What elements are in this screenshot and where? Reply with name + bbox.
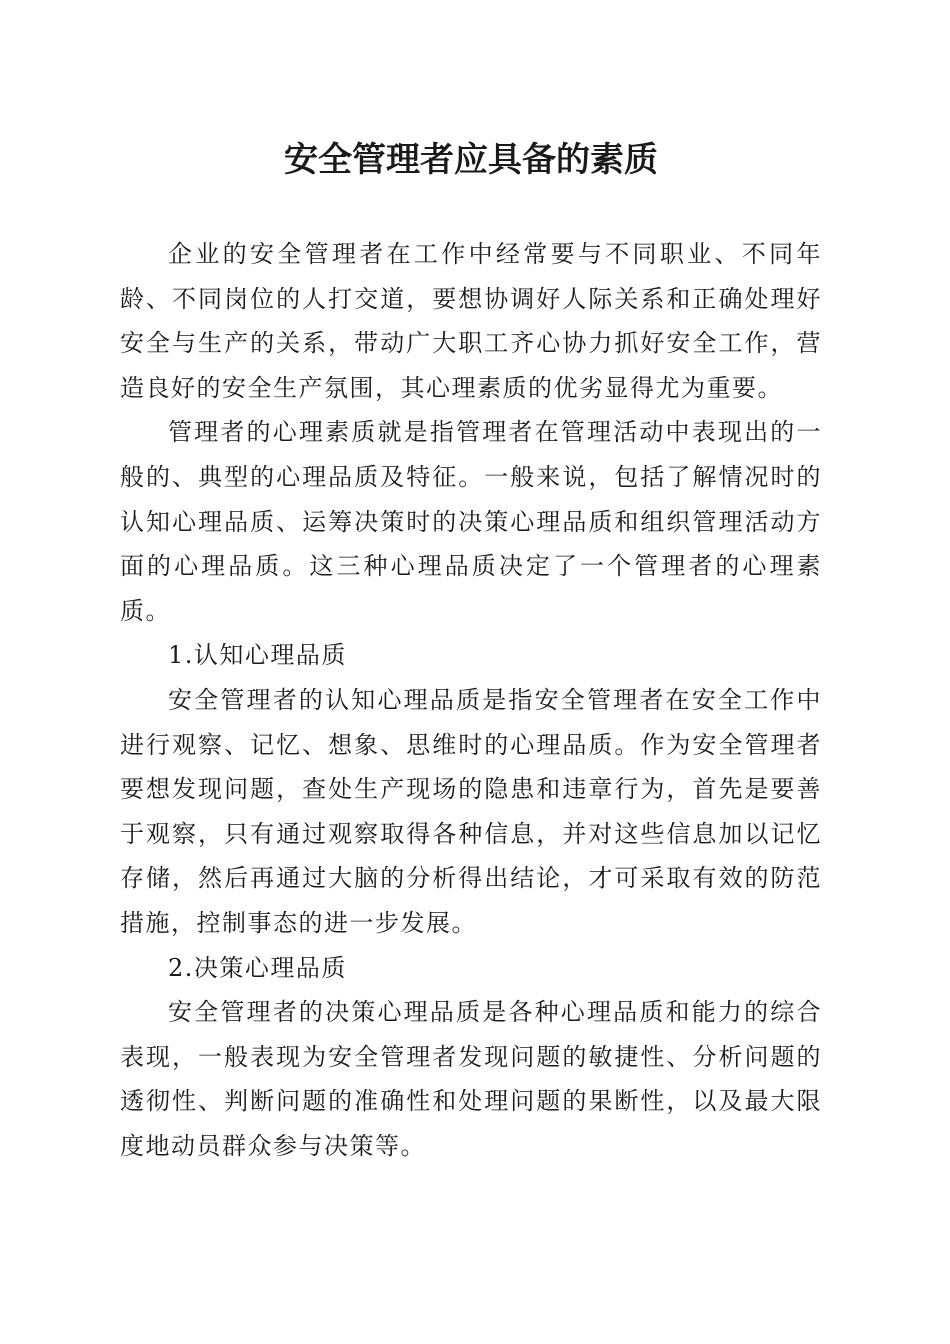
- section-text-cognitive: 安全管理者的认知心理品质是指安全管理者在安全工作中进行观察、记忆、想象、思维时的心理品质。作为安全管理者要想发现问题，查处生产现场的隐患和违章行为，首先是要善于观察，只有通过观察取得各种信息，并对这些信息加以记忆存储，然后再通过大脑的分析得出结论，才可采取有效的防范措施，控制事态的进一步发展。: [120, 685, 822, 937]
- section-heading-decision: 2.决策心理品质: [168, 953, 347, 982]
- intro-paragraph-1: 企业的安全管理者在工作中经常要与不同职业、不同年龄、不同岗位的人打交道，要想协调好人际关系和正确处理好安全与生产的关系，带动广大职工齐心协力抓好安全工作，营造良好的安全生产氛围，其心理素质的优劣显得尤为重要。: [120, 240, 822, 402]
- intro-paragraph-2: 管理者的心理素质就是指管理者在管理活动中表现出的一般的、典型的心理品质及特征。一般来说，包括了解情况时的认知心理品质、运筹决策时的决策心理品质和组织管理活动方面的心理品质。这三种心理品质决定了一个管理者的心理素质。: [120, 418, 822, 625]
- document-title: 安全管理者应具备的素质: [284, 140, 658, 180]
- section-heading-cognitive: 1.认知心理品质: [168, 641, 347, 670]
- document-body: [120, 232, 822, 1168]
- section-text-decision: 安全管理者的决策心理品质是各种心理品质和能力的综合表现，一般表现为安全管理者发现问题的敏捷性、分析问题的透彻性、判断问题的准确性和处理问题的果断性，以及最大限度地动员群众参与决策等。: [120, 998, 822, 1160]
